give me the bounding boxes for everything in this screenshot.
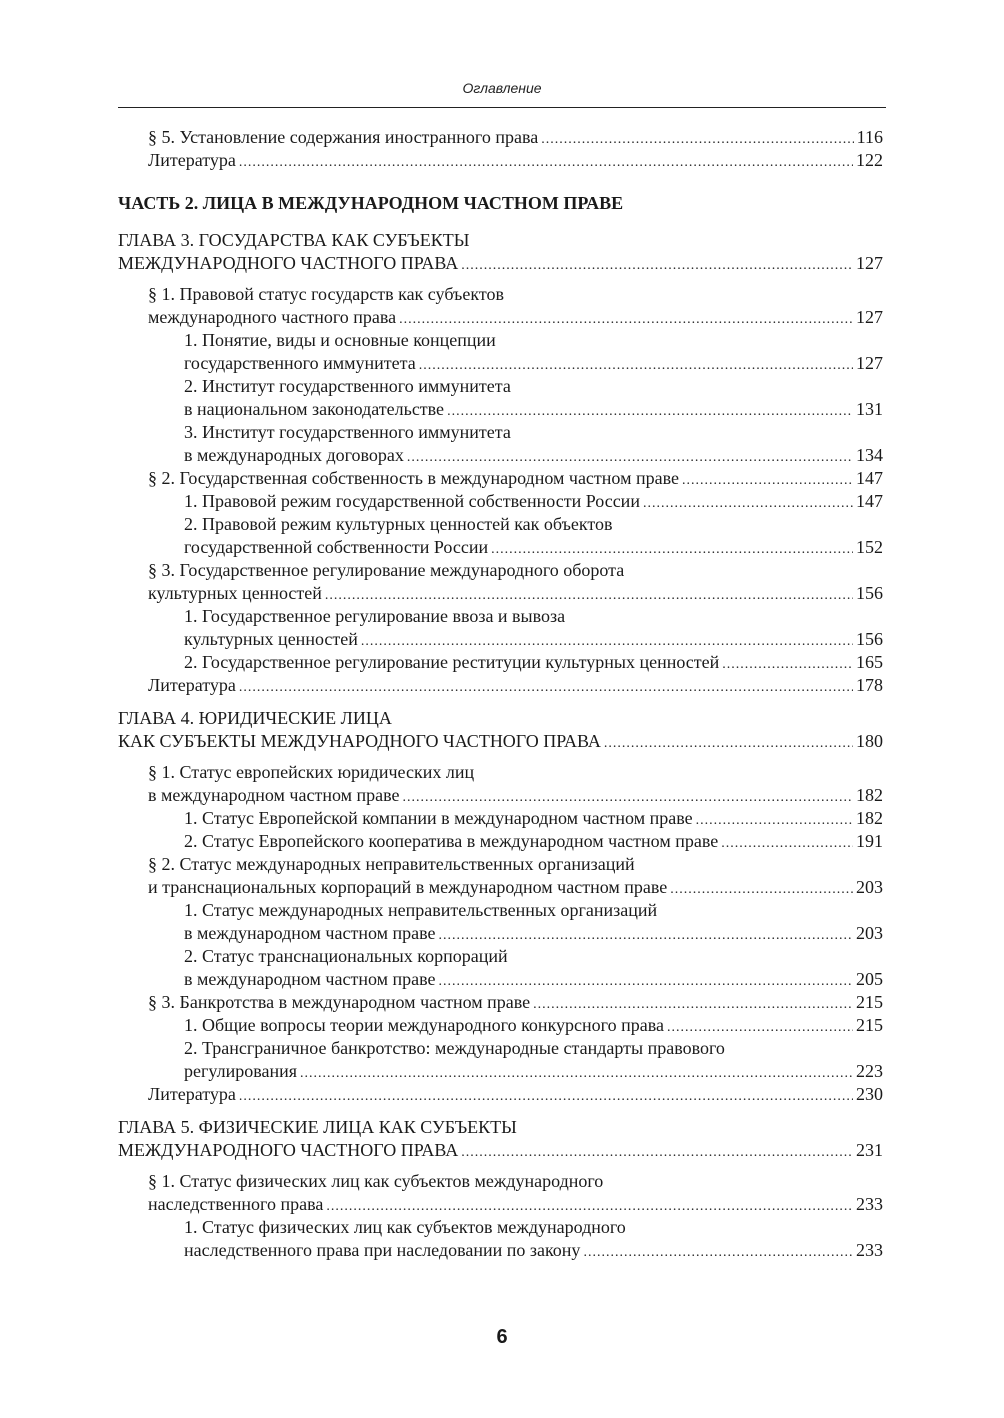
dot-leader — [643, 490, 853, 515]
subsection-title: 1. Общие вопросы теории международного конкурсного права — [184, 1015, 664, 1035]
dot-leader — [447, 398, 853, 423]
dot-leader — [461, 252, 853, 277]
subsection-title-cont: в международном частном праве — [184, 969, 436, 989]
subsection-title-cont: в национальном законодательстве — [184, 399, 445, 419]
dot-leader — [407, 444, 853, 469]
toc-entry-page: 127 — [856, 307, 883, 327]
page-number: 6 — [496, 1326, 508, 1348]
subsection-title-cont: наследственного права при наследовании по закону — [184, 1240, 581, 1260]
subsection-title-cont: государственной собственности России — [184, 537, 489, 557]
dot-leader — [670, 876, 853, 901]
section-title[interactable]: § 1. Статус физических лиц как субъектов международного — [148, 1171, 604, 1191]
toc-entry-page: 215 — [856, 992, 883, 1012]
toc-entry[interactable] — [118, 784, 883, 807]
toc-entry-page: 182 — [856, 785, 883, 805]
dot-leader — [361, 628, 853, 653]
subsection-title-cont: в международных договорах — [184, 445, 404, 465]
toc-entry-page: 182 — [856, 808, 883, 828]
toc-entry-page: 156 — [856, 629, 883, 649]
toc-entry[interactable] — [118, 1193, 883, 1216]
literature-title: Литература — [148, 1084, 236, 1104]
dot-leader — [491, 536, 853, 561]
subsection-title[interactable]: 2. Статус транснациональных корпораций — [184, 946, 508, 966]
toc-entry-page: 191 — [856, 831, 883, 851]
toc-entry-page: 147 — [856, 468, 883, 488]
toc-entry[interactable] — [118, 126, 883, 149]
toc-entry[interactable] — [118, 1060, 883, 1083]
dot-leader — [696, 807, 853, 832]
dot-leader — [439, 968, 854, 993]
toc-entry[interactable] — [118, 352, 883, 375]
subsection-title-cont: в международном частном праве — [184, 923, 436, 943]
dot-leader — [461, 1139, 853, 1164]
dot-leader — [325, 582, 853, 607]
subsection-title[interactable]: 1. Понятие, виды и основные концепции — [184, 330, 496, 350]
toc-entry[interactable] — [118, 1014, 883, 1037]
dot-leader — [721, 830, 853, 855]
subsection-title: 2. Статус Европейского кооператива в международном частном праве — [184, 831, 719, 851]
dot-leader — [403, 784, 854, 809]
chapter-title-cont: МЕЖДУНАРОДНОГО ЧАСТНОГО ПРАВА — [118, 253, 459, 273]
toc-entry[interactable] — [118, 830, 883, 853]
section-title: § 2. Государственная собственность в международном частном праве — [148, 468, 679, 488]
toc-entry-page: 127 — [856, 253, 883, 273]
toc-entry[interactable] — [118, 490, 883, 513]
toc-entry-page: 165 — [856, 652, 883, 672]
dot-leader — [326, 1193, 853, 1218]
toc-entry[interactable] — [118, 1239, 883, 1262]
chapter-title-cont: КАК СУБЪЕКТЫ МЕЖДУНАРОДНОГО ЧАСТНОГО ПРАВА — [118, 731, 601, 751]
toc-entry-page: 152 — [856, 537, 883, 557]
subsection-title-cont: культурных ценностей — [184, 629, 358, 649]
toc-entry[interactable] — [118, 582, 883, 605]
dot-leader — [604, 730, 853, 755]
dot-leader — [667, 1014, 853, 1039]
section-title-cont: в международном частном праве — [148, 785, 400, 805]
toc-entry-page: 134 — [856, 445, 883, 465]
dot-leader — [533, 991, 853, 1016]
section-title[interactable]: § 2. Статус международных неправительственных организаций — [148, 854, 635, 874]
toc-entry-page: 122 — [856, 150, 883, 170]
subsection-title[interactable]: 1. Государственное регулирование ввоза и вывоза — [184, 606, 566, 626]
toc-entry[interactable] — [118, 991, 883, 1014]
toc-entry-page: 203 — [856, 923, 883, 943]
subsection-title: 1. Правовой режим государственной собственности России — [184, 491, 640, 511]
toc-entry-page: 233 — [856, 1240, 883, 1260]
section-title-cont: международного частного права — [148, 307, 397, 327]
toc-entry[interactable] — [118, 807, 883, 830]
subsection-title: 2. Государственное регулирование реституции культурных ценностей — [184, 652, 720, 672]
toc-entry-page: 230 — [856, 1084, 883, 1104]
toc-entry-page: 147 — [856, 491, 883, 511]
toc-entry[interactable] — [118, 467, 883, 490]
toc-entry-page: 127 — [856, 353, 883, 373]
dot-leader — [239, 674, 853, 699]
part-title[interactable]: ЧАСТЬ 2. ЛИЦА В МЕЖДУНАРОДНОМ ЧАСТНОМ ПРАВЕ — [118, 193, 624, 213]
toc-entry[interactable] — [118, 730, 883, 753]
toc-entry-page: 223 — [856, 1061, 883, 1081]
subsection-title-cont: регулирования — [184, 1061, 297, 1081]
dot-leader — [399, 306, 853, 331]
toc-entry[interactable] — [118, 876, 883, 899]
dot-leader — [239, 149, 853, 174]
toc-entry-page: 215 — [856, 1015, 883, 1035]
chapter-title[interactable]: ГЛАВА 5. ФИЗИЧЕСКИЕ ЛИЦА КАК СУБЪЕКТЫ — [118, 1117, 517, 1137]
section-title[interactable]: § 1. Правовой статус государств как субъектов — [148, 284, 504, 304]
toc-entry-title: § 5. Установление содержания иностранного права — [148, 127, 539, 147]
toc-entry-page: 203 — [856, 877, 883, 897]
toc-entry[interactable] — [118, 968, 883, 991]
toc-entry[interactable] — [118, 651, 883, 674]
subsection-title[interactable]: 1. Статус физических лиц как субъектов международного — [184, 1217, 626, 1237]
dot-leader — [439, 922, 854, 947]
section-title[interactable]: § 1. Статус европейских юридических лиц — [148, 762, 475, 782]
dot-leader — [583, 1239, 853, 1264]
toc-entry[interactable] — [118, 1139, 883, 1162]
subsection-title[interactable]: 1. Статус международных неправительственных организаций — [184, 900, 658, 920]
section-title: § 3. Банкротства в международном частном праве — [148, 992, 531, 1012]
toc-entry[interactable] — [118, 674, 883, 697]
dot-leader — [419, 352, 853, 377]
subsection-title[interactable]: 2. Институт государственного иммунитета — [184, 376, 511, 396]
subsection-title-cont: государственного иммунитета — [184, 353, 416, 373]
chapter-title-cont: МЕЖДУНАРОДНОГО ЧАСТНОГО ПРАВА — [118, 1140, 459, 1160]
subsection-title[interactable]: 2. Трансграничное банкротство: международные стандарты правового — [184, 1038, 725, 1058]
section-title[interactable]: § 3. Государственное регулирование международного оборота — [148, 560, 625, 580]
toc-entry[interactable] — [118, 149, 883, 172]
toc-entry[interactable] — [118, 536, 883, 559]
literature-title: Литература — [148, 675, 236, 695]
toc-entry[interactable] — [118, 922, 883, 945]
section-title-cont: и транснациональных корпораций в международном частном праве — [148, 877, 668, 897]
toc-entry-page: 131 — [856, 399, 883, 419]
subsection-title[interactable]: 3. Институт государственного иммунитета — [184, 422, 511, 442]
toc-entry[interactable] — [118, 444, 883, 467]
toc-entry-page: 205 — [856, 969, 883, 989]
dot-leader — [541, 126, 853, 151]
toc-entry-page: 180 — [856, 731, 883, 751]
dot-leader — [300, 1060, 853, 1085]
toc-entry[interactable] — [118, 628, 883, 651]
dot-leader — [682, 467, 853, 492]
section-title-cont: культурных ценностей — [148, 583, 322, 603]
dot-leader — [239, 1083, 853, 1108]
dot-leader — [722, 651, 853, 676]
toc-entry[interactable] — [118, 1083, 883, 1106]
section-title-cont: наследственного права — [148, 1194, 324, 1214]
toc-entry-title: Литература — [148, 150, 236, 170]
toc-entry[interactable] — [118, 398, 883, 421]
toc-entry-page: 116 — [856, 127, 883, 147]
subsection-title[interactable]: 2. Правовой режим культурных ценностей как объектов — [184, 514, 613, 534]
subsection-title: 1. Статус Европейской компании в международном частном праве — [184, 808, 693, 828]
toc-entry-page: 178 — [856, 675, 883, 695]
toc-entry[interactable] — [118, 306, 883, 329]
toc-entry[interactable] — [118, 252, 883, 275]
running-header: Оглавление — [118, 80, 886, 108]
chapter-title[interactable]: ГЛАВА 3. ГОСУДАРСТВА КАК СУБЪЕКТЫ — [118, 230, 470, 250]
toc-entry-page: 231 — [856, 1140, 883, 1160]
toc-entry-page: 233 — [856, 1194, 883, 1214]
table-of-contents — [118, 126, 883, 1262]
chapter-title[interactable]: ГЛАВА 4. ЮРИДИЧЕСКИЕ ЛИЦА — [118, 708, 392, 728]
toc-entry-page: 156 — [856, 583, 883, 603]
